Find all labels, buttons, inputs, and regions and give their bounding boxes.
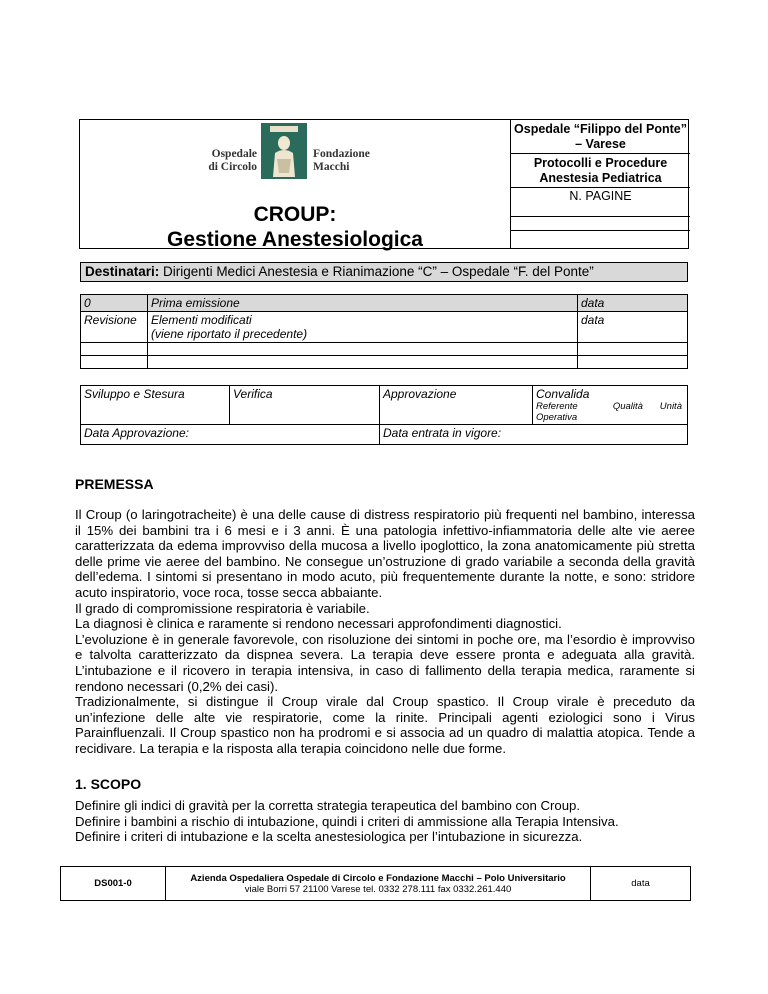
revision-description <box>148 312 578 343</box>
premessa-body <box>75 507 695 757</box>
header-info-column <box>510 120 690 248</box>
scopo-line: Definire gli indici di gravità per la corretta strategia terapeutica del bambino con Croup. <box>75 798 581 813</box>
scopo-line: Definire i criteri di intubazione e la scelta anestesiologica per l’intubazione in sicurezza. <box>75 829 583 845</box>
logo-left-line1: Ospedale <box>211 148 257 160</box>
logo-left-line2: di Circolo <box>208 161 257 173</box>
premessa-paragraph: La diagnosi è clinica e raramente si rendono necessari approfondimenti diagnostici. <box>75 616 562 632</box>
premessa-paragraph: Il Croup (o laringotracheite) è una delle cause di distress respiratorio più frequenti nel bambino, interessa il 15% dei bambini tra i 6 mesi e i 3 anni. È una patologia infettivo-infiammatoria delle alte vie aeree caratterizzata da edema improvviso della mucosa a livello ipoglottico, la zona anatomicamente più stretta delle prime vie aeree del bambino. Ne consegue un’ostruzione di grado variabile a seconda della gravità dell’edema. I sintomi si presentano in modo acuto, più frequentemente durante la notte, e sono: stridore acuto inspiratorio, voce roca, tosse secca abbaiante. <box>75 507 695 600</box>
premessa-heading: PREMESSA <box>75 476 154 492</box>
revision-row <box>81 343 688 356</box>
logo-right-line1: Fondazione <box>313 148 370 160</box>
revision-date: data <box>578 312 688 343</box>
document-title-line2: Gestione Anestesiologica <box>167 228 423 251</box>
footer-address-line1: Azienda Ospedaliera Ospedale di Circolo e Fondazione Macchi – Polo Universitario <box>190 872 566 884</box>
approval-cell: Approvazione <box>380 386 533 425</box>
pages-row-2 <box>511 231 690 248</box>
page-footer <box>60 866 691 901</box>
verification-cell: Verifica <box>230 386 380 425</box>
hospital-name: Ospedale “Filippo del Ponte” – Varese <box>511 120 690 154</box>
validation-cell <box>533 386 688 425</box>
scopo-heading: 1. SCOPO <box>75 776 142 792</box>
revision-date: data <box>578 295 688 312</box>
revision-table <box>80 294 688 369</box>
recipients-label: Destinatari: <box>85 264 160 279</box>
referente-label: Referente Operativa <box>536 401 578 423</box>
document-header <box>79 119 689 249</box>
development-cell: Sviluppo e Stesura <box>81 386 230 425</box>
qualita-label: Qualità <box>612 401 643 412</box>
revision-number: Revisione <box>81 312 148 343</box>
footer-code: DS001-0 <box>61 867 166 901</box>
logo-right-line2: Macchi <box>313 161 350 173</box>
recipients-bar <box>80 262 688 282</box>
approval-table <box>80 385 688 445</box>
premessa-paragraph: Il grado di compromissione respiratoria è variabile. <box>75 600 370 616</box>
effective-date-cell: Data entrata in vigore: <box>380 425 688 445</box>
revision-desc-line1: Elementi modificati <box>151 313 252 327</box>
protocol-name: Protocolli e Procedure Anestesia Pediatrica <box>511 154 690 188</box>
approval-date-cell: Data Approvazione: <box>81 425 380 445</box>
scopo-body <box>75 798 695 845</box>
revision-number: 0 <box>81 295 148 312</box>
unita-label: Unità <box>659 401 682 412</box>
revision-row <box>81 312 688 343</box>
pages-row-1 <box>511 217 690 231</box>
validation-label: Convalida <box>536 387 590 401</box>
premessa-paragraph: L’evoluzione è in generale favorevole, con risoluzione dei sintomi in poche ore, ma l’esordio è improvviso e talvolta caratterizzato da dispnea severa. La terapia deve essere pronta e adeguata alla gravità. L’intubazione e il ricovero in terapia intensiva, in caso di fallimento della terapia medica, raramente si rendono necessari (0,2% dei casi). <box>75 631 695 694</box>
foundation-logo-image <box>261 123 307 179</box>
pages-label: N. PAGINE <box>511 188 690 217</box>
document-title-line1: CROUP: <box>253 203 337 226</box>
revision-description: Prima emissione <box>148 295 578 312</box>
footer-date: data <box>591 867 691 901</box>
revision-desc-line2: (viene riportato il precedente) <box>151 327 308 341</box>
footer-address-line2: viale Borri 57 21100 Varese tel. 0332 278.111 fax 0332.261.440 <box>244 883 512 895</box>
revision-row <box>81 356 688 369</box>
premessa-paragraph: Tradizionalmente, si distingue il Croup virale dal Croup spastico. Il Croup virale è preceduto da un’infezione delle alte vie respiratorie, come la rinite. Principali agenti eziologici sono i Virus Parainfluenzali. Il Croup spastico non ha prodromi e si associa ad un quadro di malattia atopica. Tende a recidivare. La terapia e la risposta alla terapia coincidono nelle due forme. <box>75 694 695 756</box>
scopo-line: Definire i bambini a rischio di intubazione, quindi i criteri di ammissione alla Terapia Intensiva. <box>75 813 619 829</box>
revision-row <box>81 295 688 312</box>
foundation-logo-text <box>313 148 370 174</box>
hospital-logo-text <box>205 148 257 174</box>
recipients-text: Dirigenti Medici Anestesia e Rianimazione “C” – Ospedale “F. del Ponte” <box>163 264 594 279</box>
footer-address <box>166 867 591 901</box>
